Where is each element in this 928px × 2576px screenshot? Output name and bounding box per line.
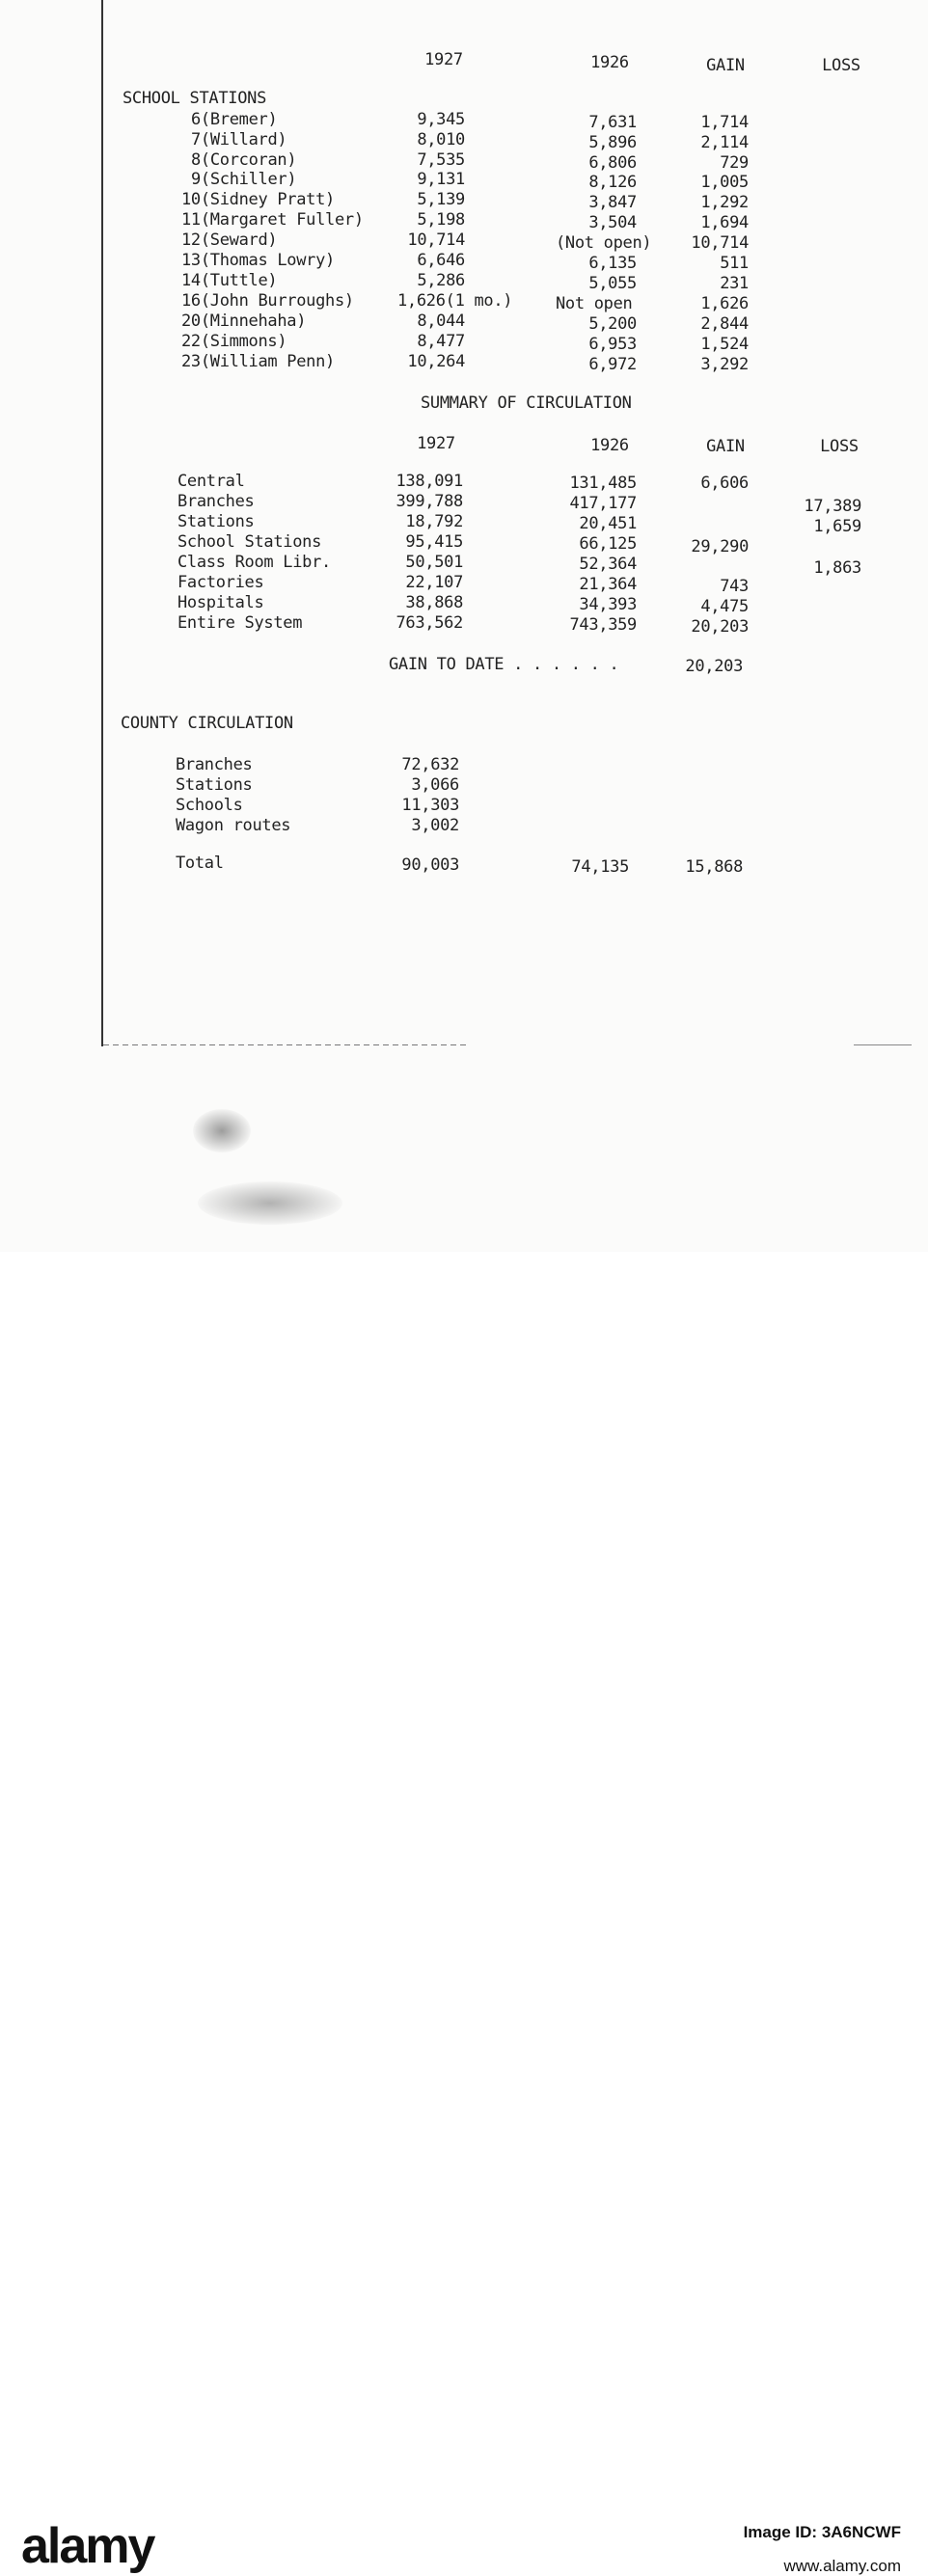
value-gain: 20,203 — [691, 617, 749, 637]
col-header-loss: LOSS — [822, 56, 860, 75]
value-1927: 72,632 — [401, 755, 459, 774]
row-label: 20(Minnehaha) — [181, 312, 307, 331]
value-gain: 3,292 — [700, 355, 749, 374]
value-1926: 5,055 — [588, 274, 637, 293]
value-1926: 74,135 — [571, 857, 629, 877]
value-1927: 8,010 — [417, 130, 465, 149]
row-label: Branches — [176, 755, 253, 774]
ink-smudge — [198, 1181, 342, 1225]
row-label: 6(Bremer) — [191, 110, 278, 129]
bottom-rule — [103, 1044, 470, 1045]
value-gain: 743 — [720, 577, 749, 596]
row-label: 22(Simmons) — [181, 332, 287, 351]
bottom-rule-right — [854, 1044, 912, 1045]
value-1926: 21,364 — [579, 575, 637, 594]
col-header-1926: 1926 — [590, 436, 629, 455]
col-header-loss: LOSS — [820, 437, 859, 456]
row-label: Stations — [177, 512, 255, 531]
ink-smudge — [193, 1109, 251, 1152]
value-gain: 4,475 — [700, 597, 749, 616]
value-1927: 3,002 — [411, 816, 459, 835]
value-gain: 1,694 — [700, 213, 749, 232]
document-page — [0, 0, 928, 1252]
value-1926: 8,126 — [588, 173, 637, 192]
value-1927: 10,714 — [407, 230, 465, 250]
value-1926: 6,953 — [588, 335, 637, 354]
value-1927: 399,788 — [396, 492, 463, 511]
row-label: 8(Corcoran) — [191, 150, 297, 170]
row-label: Hospitals — [177, 593, 264, 612]
value-1927: 18,792 — [405, 512, 463, 531]
value-1927: 38,868 — [405, 593, 463, 612]
value-1927: 11,303 — [401, 796, 459, 815]
value-1927: 6,646 — [417, 251, 465, 270]
image-id-label: Image ID: 3A6NCWF — [743, 2523, 901, 2541]
value-1926: 6,135 — [588, 254, 637, 273]
section-title-school-stations: SCHOOL STATIONS — [123, 89, 267, 108]
value-1926: 417,177 — [569, 494, 637, 513]
value-1926: 20,451 — [579, 514, 637, 533]
value-gain: 15,868 — [685, 857, 743, 877]
margin-rule — [101, 0, 103, 1046]
value-1927: 50,501 — [405, 553, 463, 572]
value-1927: 7,535 — [417, 150, 465, 170]
value-1927: 3,066 — [411, 775, 459, 795]
row-label: 11(Margaret Fuller) — [181, 210, 364, 230]
value-1927: 1,626(1 mo.) — [397, 291, 513, 311]
row-label: 23(William Penn) — [181, 352, 335, 371]
row-label: 14(Tuttle) — [181, 271, 278, 290]
value-1926: 3,847 — [588, 193, 637, 212]
row-label: 7(Willard) — [191, 130, 287, 149]
value-gain: 1,714 — [700, 113, 749, 132]
value-1927: 95,415 — [405, 532, 463, 552]
value-1927: 90,003 — [401, 855, 459, 875]
value-1927: 8,477 — [417, 332, 465, 351]
col-header-gain: GAIN — [706, 437, 745, 456]
value-1926: 34,393 — [579, 595, 637, 614]
value-1926: 3,504 — [588, 213, 637, 232]
value-1927: 5,198 — [417, 210, 465, 230]
col-header-1927: 1927 — [417, 434, 455, 453]
row-label: 16(John Burroughs) — [181, 291, 354, 311]
gain-to-date-value: 20,203 — [685, 657, 743, 676]
value-1926: Not open — [556, 294, 633, 313]
row-label: 13(Thomas Lowry) — [181, 251, 335, 270]
value-gain: 1,005 — [700, 173, 749, 192]
value-1927: 22,107 — [405, 573, 463, 592]
row-label: 12(Seward) — [181, 230, 278, 250]
row-label: Factories — [177, 573, 264, 592]
value-1926: 52,364 — [579, 555, 637, 574]
row-label: Branches — [177, 492, 255, 511]
col-header-1926: 1926 — [590, 53, 629, 72]
row-label: 10(Sidney Pratt) — [181, 190, 335, 209]
value-gain: 1,626 — [700, 294, 749, 313]
value-1926: 131,485 — [569, 474, 637, 493]
value-1926: 66,125 — [579, 534, 637, 554]
value-1927: 5,139 — [417, 190, 465, 209]
value-loss: 1,863 — [813, 558, 861, 578]
row-label: School Stations — [177, 532, 322, 552]
value-loss: 1,659 — [813, 517, 861, 536]
value-gain: 1,292 — [700, 193, 749, 212]
value-1927: 10,264 — [407, 352, 465, 371]
value-gain: 511 — [720, 254, 749, 273]
brand-logo: alamy — [21, 2518, 154, 2574]
site-url: www.alamy.com — [783, 2557, 901, 2575]
row-label: Class Room Libr. — [177, 553, 331, 572]
value-1926: 5,896 — [588, 133, 637, 152]
row-label: Central — [177, 472, 245, 491]
row-label: Stations — [176, 775, 253, 795]
value-1926: 743,359 — [569, 615, 637, 635]
row-label: 9(Schiller) — [191, 170, 297, 189]
value-1926: 6,972 — [588, 355, 637, 374]
value-1926: 6,806 — [588, 153, 637, 173]
value-gain: 729 — [720, 153, 749, 173]
value-1927: 8,044 — [417, 312, 465, 331]
value-gain: 1,524 — [700, 335, 749, 354]
value-gain: 2,114 — [700, 133, 749, 152]
value-gain: 2,844 — [700, 314, 749, 334]
value-1927: 5,286 — [417, 271, 465, 290]
col-header-1927: 1927 — [424, 50, 463, 69]
section-title-county: COUNTY CIRCULATION — [121, 714, 293, 733]
value-1927: 138,091 — [396, 472, 463, 491]
watermark-footer — [0, 1252, 928, 2575]
value-gain: 231 — [720, 274, 749, 293]
value-gain: 10,714 — [691, 233, 749, 253]
value-1926: 7,631 — [588, 113, 637, 132]
value-1927: 9,131 — [417, 170, 465, 189]
row-label: Wagon routes — [176, 816, 291, 835]
row-label: Entire System — [177, 613, 303, 633]
section-title-summary: SUMMARY OF CIRCULATION — [421, 393, 632, 413]
value-gain: 6,606 — [700, 474, 749, 493]
value-1927: 9,345 — [417, 110, 465, 129]
row-label: Total — [176, 854, 224, 873]
value-1927: 763,562 — [396, 613, 463, 633]
value-1926: 5,200 — [588, 314, 637, 334]
value-1926: (Not open) — [556, 233, 652, 253]
col-header-gain: GAIN — [706, 56, 745, 75]
value-loss: 17,389 — [804, 497, 861, 516]
value-gain: 29,290 — [691, 537, 749, 556]
row-label: Schools — [176, 796, 243, 815]
gain-to-date-label: GAIN TO DATE . . . . . . — [389, 655, 619, 674]
